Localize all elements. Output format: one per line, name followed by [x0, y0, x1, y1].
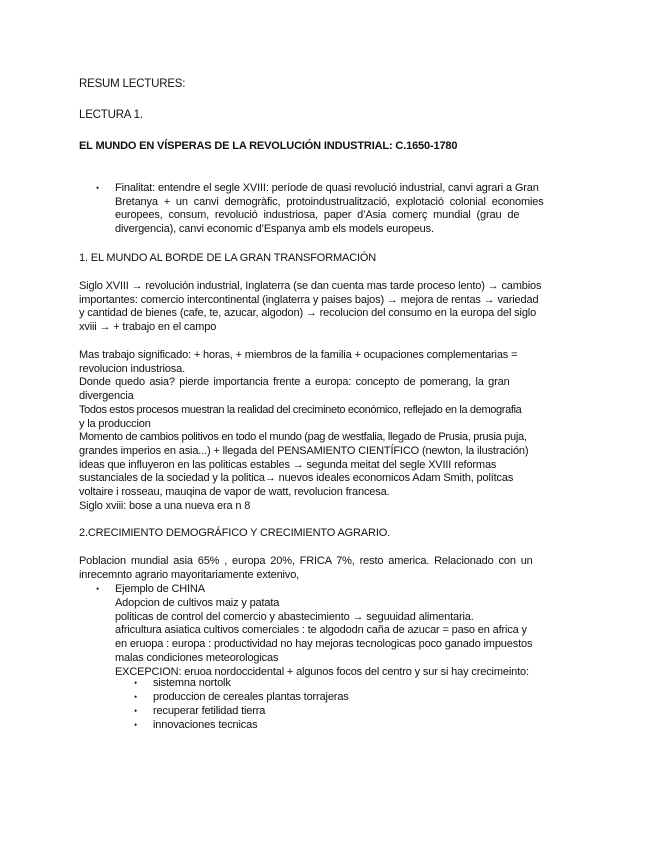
text-line: Finalitat: entendre el segle XVIII: període de quasi revolució industrial, canvi agrari a Gran	[115, 182, 539, 194]
text-line: Siglo xviii: bose a una nueva era n 8	[79, 499, 251, 512]
section2-title: 2.CRECIMIENTO DEMOGRÁFICO Y CRECIMIENTO AGRARIO.	[79, 527, 391, 539]
lecture-heading: EL MUNDO EN VÍSPERAS DE LA REVOLUCIÓN INDUSTRIAL: C.1650-1780	[79, 140, 458, 152]
text-line: y la produccion	[79, 417, 151, 430]
bullet-icon: •	[134, 720, 138, 730]
text-line: Bretanya + un canvi demogràfic, protoindustrualització, explotació colonial economies	[115, 195, 544, 208]
text-line: Poblacion mundial asia 65% , europa 20%, FRICA 7%, resto america. Relacionado con un	[79, 555, 533, 567]
text-line: importantes: comercio intercontinental (inglaterra y paises bajos) → mejora de rentas → variedad	[79, 293, 539, 306]
section1-para2	[79, 349, 579, 513]
text-line: revolucion industriosa.	[79, 362, 185, 375]
text-line: xviii → + trabajo en el campo	[79, 321, 217, 334]
bullet-icon: •	[96, 183, 100, 193]
sub-item: innovaciones tecnicas	[153, 719, 258, 731]
text-line: grandes imperios en asia...) + llegada del PENSAMIENTO CIENTÍFICO (newton, la ilustración)	[79, 444, 529, 457]
resum-title: RESUM LECTURES:	[79, 78, 186, 90]
text-line: Momento de cambios politivos en todo el mundo (pag de westfalia, llegado de Prusia, prusia puja,	[79, 431, 527, 444]
text-line: en eruopa : europa : productividad no hay mejoras tecnologicas poco ganado impuestos	[115, 638, 533, 651]
section1-title: 1. EL MUNDO AL BORDE DE LA GRAN TRANSFORMACIÓN	[79, 252, 377, 264]
bullet-icon: •	[134, 706, 138, 716]
sub-item: recuperar fetilidad tierra	[153, 705, 266, 717]
text-line: inrecemnto agrario mayoritariamente extenivo,	[79, 568, 300, 581]
sub-item: produccion de cereales plantas torrajeras	[153, 691, 349, 703]
china-details	[115, 597, 578, 679]
text-line: EXCEPCION: eruoa nordoccidental + algunos focos del centro y sur si hay crecimeinto:	[115, 665, 529, 678]
bullet-icon: •	[134, 678, 138, 688]
section1-para1	[79, 280, 579, 335]
text-line: y cantidad de bienes (cafe, te, azucar, algodon) → recolucion del consumo en la europa del siglo	[79, 307, 537, 320]
bullet-icon: •	[134, 692, 138, 702]
text-line: Donde quedo asia? pierde importancia frente a europa: concepto de pomerang, la gran	[79, 376, 510, 389]
sub-item: sistemna nortolk	[153, 677, 231, 689]
text-line: sustanciales de la sociedad y la politica→ nuevos ideales economicos Adam Smith, polítcas	[79, 472, 514, 485]
section2-para1	[79, 555, 579, 582]
text-line: malas condiciones meteorologicas	[115, 651, 279, 664]
china-bullet-label: Ejemplo de CHINA	[115, 583, 205, 595]
lecture-label: LECTURA 1.	[79, 109, 143, 121]
text-line: politicas de control del comercio y abastecimiento → seguuidad alimentaria.	[115, 610, 474, 623]
text-line: divergencia	[79, 390, 134, 403]
text-line: europees, consum, revolució industriosa, paper d’Asia comerç mundial (grau de	[115, 209, 520, 222]
text-line: voltaire i rosseau, mauqina de vapor de watt, revolucion francesa.	[79, 486, 390, 499]
text-line: africultura asiatica cultivos comerciales : te algododn caña de azucar = paso en africa y	[115, 624, 527, 637]
bullet-icon: •	[96, 584, 100, 594]
intro-bullet-text	[115, 182, 578, 237]
text-line: Siglo XVIII → revolución industrial, Inglaterra (se dan cuenta mas tarde proceso lento) → cambios	[79, 280, 542, 292]
text-line: Adopcion de cultivos maiz y patata	[115, 597, 280, 609]
text-line: Mas trabajo significado: + horas, + miembros de la familia + ocupaciones complementarias =	[79, 349, 518, 361]
text-line: Todos estos procesos muestran la realidad del crecimineto económico, reflejado en la demografia	[79, 403, 522, 416]
text-line: ideas que influyeron en las politicas estables → segunda meitat del segle XVIII reformas	[79, 458, 497, 471]
text-line: divergencia), canvi economic d’Espanya amb els models europeus.	[115, 223, 434, 236]
